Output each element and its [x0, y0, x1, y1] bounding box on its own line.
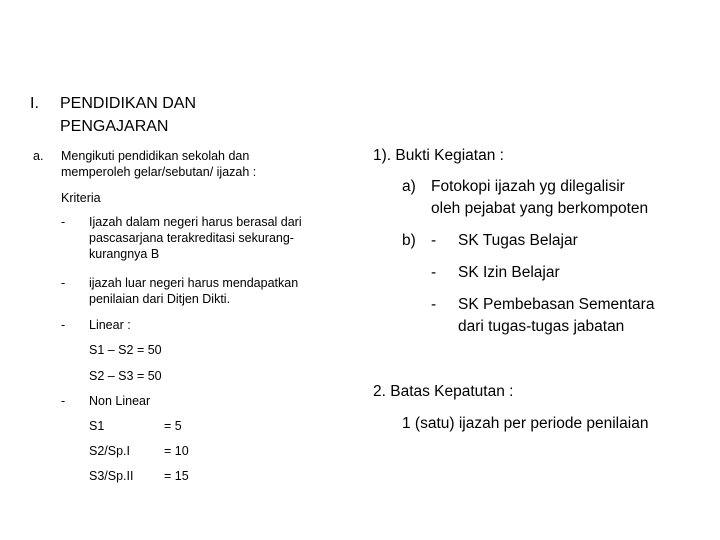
item-text-line-2: memperoleh gelar/sebutan/ ijazah : [61, 165, 257, 179]
b-item-2-dash: - [431, 264, 437, 281]
nonlinear-label: Non Linear [89, 394, 151, 408]
bullet-2-line-2: penilaian dari Ditjen Dikti. [89, 292, 231, 306]
b-item-3-line-2: dari tugas-tugas jabatan [458, 318, 625, 335]
batas-title: 2. Batas Kepatutan : [373, 383, 514, 400]
b-item-1-dash: - [431, 232, 437, 249]
section-title-line-1: PENDIDIKAN DAN [60, 95, 197, 112]
bullet-2-line-1: ijazah luar negeri harus mendapatkan [89, 276, 299, 290]
nonlinear-row-1-label: S1 [89, 419, 105, 433]
nonlinear-row-2-label: S2/Sp.I [89, 444, 130, 458]
item-a-line-2: oleh pejabat yang berkompoten [431, 200, 649, 217]
bukti-title: 1). Bukti Kegiatan : [373, 147, 504, 164]
item-a-label: a) [402, 178, 416, 195]
batas-text: 1 (satu) ijazah per periode penilaian [402, 415, 649, 432]
bullet-1-line-1: Ijazah dalam negeri harus berasal dari [89, 215, 302, 229]
bullet-1-line-3: kurangnya B [89, 247, 160, 261]
nonlinear-row-3-value: = 15 [164, 469, 189, 483]
b-item-1-line-1: SK Tugas Belajar [458, 232, 578, 249]
kriteria-label: Kriteria [61, 191, 101, 205]
bullet-dash-3: - [61, 318, 66, 332]
section-title-line-2: PENGAJARAN [60, 118, 169, 135]
nonlinear-row-2-value: = 10 [164, 444, 189, 458]
nonlinear-row-1-value: = 5 [164, 419, 182, 433]
linear-item-1: S1 – S2 = 50 [89, 343, 162, 357]
nonlinear-dash: - [61, 394, 66, 408]
bullet-3-line-1: Linear : [89, 318, 131, 332]
b-item-3-line-1: SK Pembebasan Sementara [458, 296, 655, 313]
bullet-dash-1: - [61, 215, 66, 229]
nonlinear-row-3-label: S3/Sp.II [89, 469, 134, 483]
bullet-1-line-2: pascasarjana terakreditasi sekurang- [89, 231, 294, 245]
b-item-2-line-1: SK Izin Belajar [458, 264, 560, 281]
item-text-line-1: Mengikuti pendidikan sekolah dan [61, 149, 250, 163]
bullet-dash-2: - [61, 276, 66, 290]
b-item-3-dash: - [431, 296, 437, 313]
section-number: I. [30, 95, 39, 112]
item-b-label: b) [402, 232, 416, 249]
item-letter: a. [33, 149, 44, 163]
item-a-line-1: Fotokopi ijazah yg dilegalisir [431, 178, 625, 195]
linear-item-2: S2 – S3 = 50 [89, 369, 162, 383]
